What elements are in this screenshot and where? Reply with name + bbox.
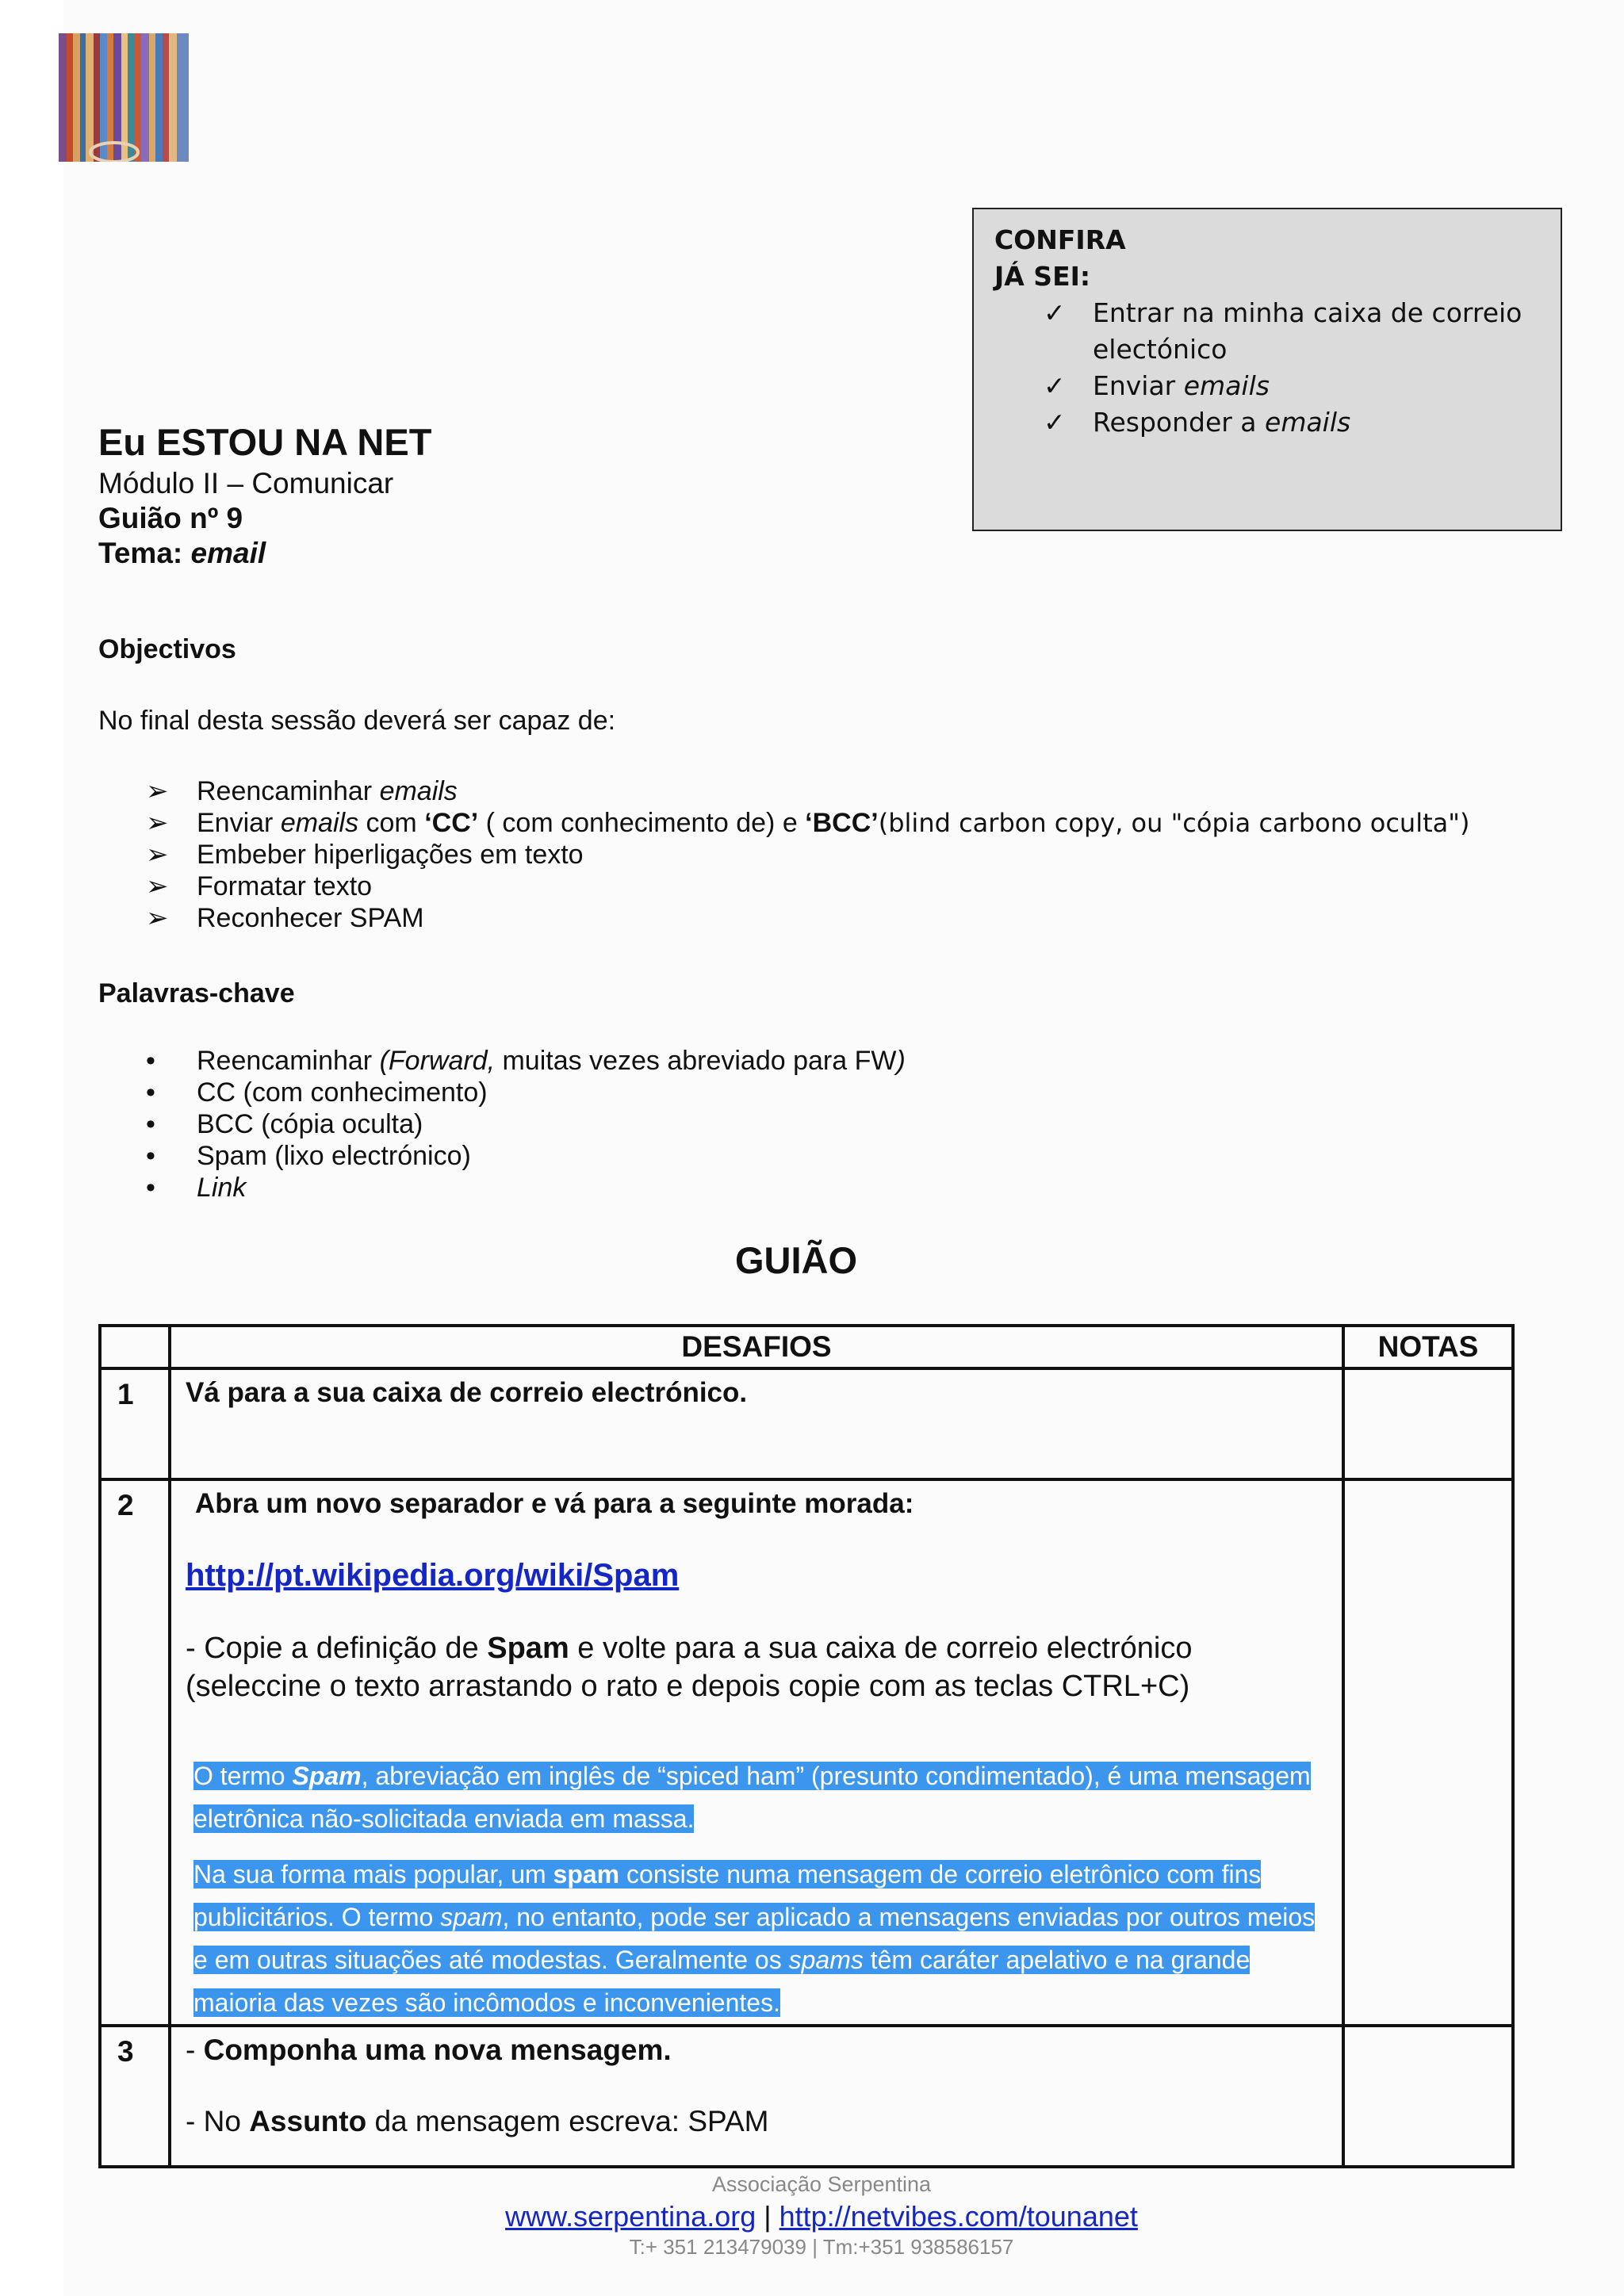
challenge-instruction: Abra um novo separador e vá para a seguinte morada: [195, 1488, 914, 1519]
arrow-bullet-icon: ➢ [146, 776, 169, 806]
table-header-row [100, 1326, 1513, 1368]
page-title: Eu ESTOU NA NET [98, 421, 432, 463]
footer [0, 2169, 1624, 2260]
wikipedia-link[interactable]: http://pt.wikipedia.org/wiki/Spam [186, 1558, 680, 1593]
theme-line: Tema: email [98, 537, 266, 569]
row-number: 1 [100, 1368, 170, 1479]
confira-list [994, 295, 1561, 441]
bullet-icon: • [146, 1173, 155, 1203]
copy-instruction: - Copie a definição de Spam e volte para a sua caixa de correio electrónico (seleccine o texto arrastando o rato e depois copie com as teclas CTRL+C) [186, 1632, 1193, 1703]
check-icon: ✓ [1044, 407, 1066, 438]
arrow-bullet-icon: ➢ [146, 903, 169, 933]
list-item: • Reencaminhar (Forward, muitas vezes abreviado para FW) [146, 1046, 906, 1076]
logo-image [59, 33, 189, 162]
challenge-line: - No Assunto da mensagem escreva: SPAM [186, 2105, 769, 2137]
arrow-bullet-icon: ➢ [146, 871, 169, 901]
confira-subheading: JÁ SEI: [994, 261, 1091, 292]
list-item: ➢ Embeber hiperligações em texto [146, 840, 584, 870]
keywords-list [146, 1045, 906, 1203]
footer-links: www.serpentina.org | http://netvibes.com/tounanet [505, 2200, 1138, 2233]
check-icon: ✓ [1044, 370, 1066, 401]
list-item: ➢ Reencaminhar emails [146, 776, 458, 806]
notes-cell [1343, 2026, 1513, 2167]
table-row [100, 1368, 1513, 1479]
bullet-icon: • [146, 1046, 155, 1076]
arrow-bullet-icon: ➢ [146, 808, 169, 838]
objectives-list [146, 775, 1469, 934]
bullet-icon: • [146, 1077, 155, 1108]
confira-item: ✓ Responder a emails [1044, 404, 1561, 441]
highlighted-text-2: Na sua forma mais popular, um spam consiste numa mensagem de correio eletrônico com fins publicitários. O termo spam, no entanto, pode ser aplicado a mensagens enviadas por outros meios e em outras situações até modestas. Geralmente os spams têm caráter apelativo e na grande maioria das vezes são incômodos e inconvenientes. [193, 1860, 1316, 2017]
objectives-heading: Objectivos [98, 634, 236, 664]
challenge-cell [170, 2026, 1343, 2167]
confira-box [972, 208, 1562, 531]
header-desafios: DESAFIOS [170, 1326, 1343, 1368]
bullet-icon: • [146, 1109, 155, 1139]
guiao-table [98, 1324, 1515, 2168]
notes-cell [1343, 1368, 1513, 1479]
check-icon: ✓ [1044, 297, 1066, 328]
highlighted-text-1: O termo Spam, abreviação em inglês de “spiced ham” (presunto condimentado), é uma mensagem eletrônica não-solicitada enviada em massa. [193, 1762, 1311, 1833]
footer-org: Associação Serpentina [711, 2172, 932, 2196]
list-item: ➢ Enviar emails com ‘CC’ ( com conhecimento de) e ‘BCC’(blind carbon copy, ou "cópia carbono oculta") [146, 808, 1470, 838]
keywords-heading: Palavras-chave [98, 978, 295, 1008]
confira-item: ✓ Entrar na minha caixa de correio electónico [1044, 295, 1561, 368]
table-row [100, 1479, 1513, 2026]
netvibes-link[interactable]: http://netvibes.com/tounanet [779, 2200, 1138, 2233]
challenge-cell [170, 1479, 1343, 2026]
guiao-title: GUIÃO [734, 1239, 858, 1281]
list-item: ➢ Formatar texto [146, 871, 373, 901]
list-item: • BCC (cópia oculta) [146, 1109, 423, 1139]
header-num-cell [100, 1326, 170, 1368]
list-item: • CC (com conhecimento) [146, 1077, 488, 1108]
header-notas: NOTAS [1343, 1326, 1513, 1368]
row-number: 3 [100, 2026, 170, 2167]
challenge-line: - Componha uma nova mensagem. [186, 2034, 672, 2066]
serpentina-link[interactable]: www.serpentina.org [505, 2200, 756, 2233]
list-item: • Spam (lixo electrónico) [146, 1141, 471, 1171]
list-item: • Link [146, 1173, 247, 1203]
title-block [98, 419, 431, 571]
guide-number: Guião nº 9 [98, 502, 243, 534]
challenge-text: Vá para a sua caixa de correio electrónico. [170, 1368, 1343, 1479]
table-row [100, 2026, 1513, 2167]
objectives-intro: No final desta sessão deverá ser capaz de: [98, 706, 616, 736]
footer-phones: T:+ 351 213479039 | Tm:+351 938586157 [629, 2235, 1014, 2259]
module-label: Módulo II – Comunicar [98, 467, 394, 499]
bullet-icon: • [146, 1141, 155, 1171]
row-number: 2 [100, 1479, 170, 2026]
list-item: ➢ Reconhecer SPAM [146, 903, 424, 933]
confira-heading: CONFIRA [994, 224, 1126, 255]
confira-item: ✓ Enviar emails [1044, 368, 1561, 404]
notes-cell [1343, 1479, 1513, 2026]
arrow-bullet-icon: ➢ [146, 840, 169, 870]
